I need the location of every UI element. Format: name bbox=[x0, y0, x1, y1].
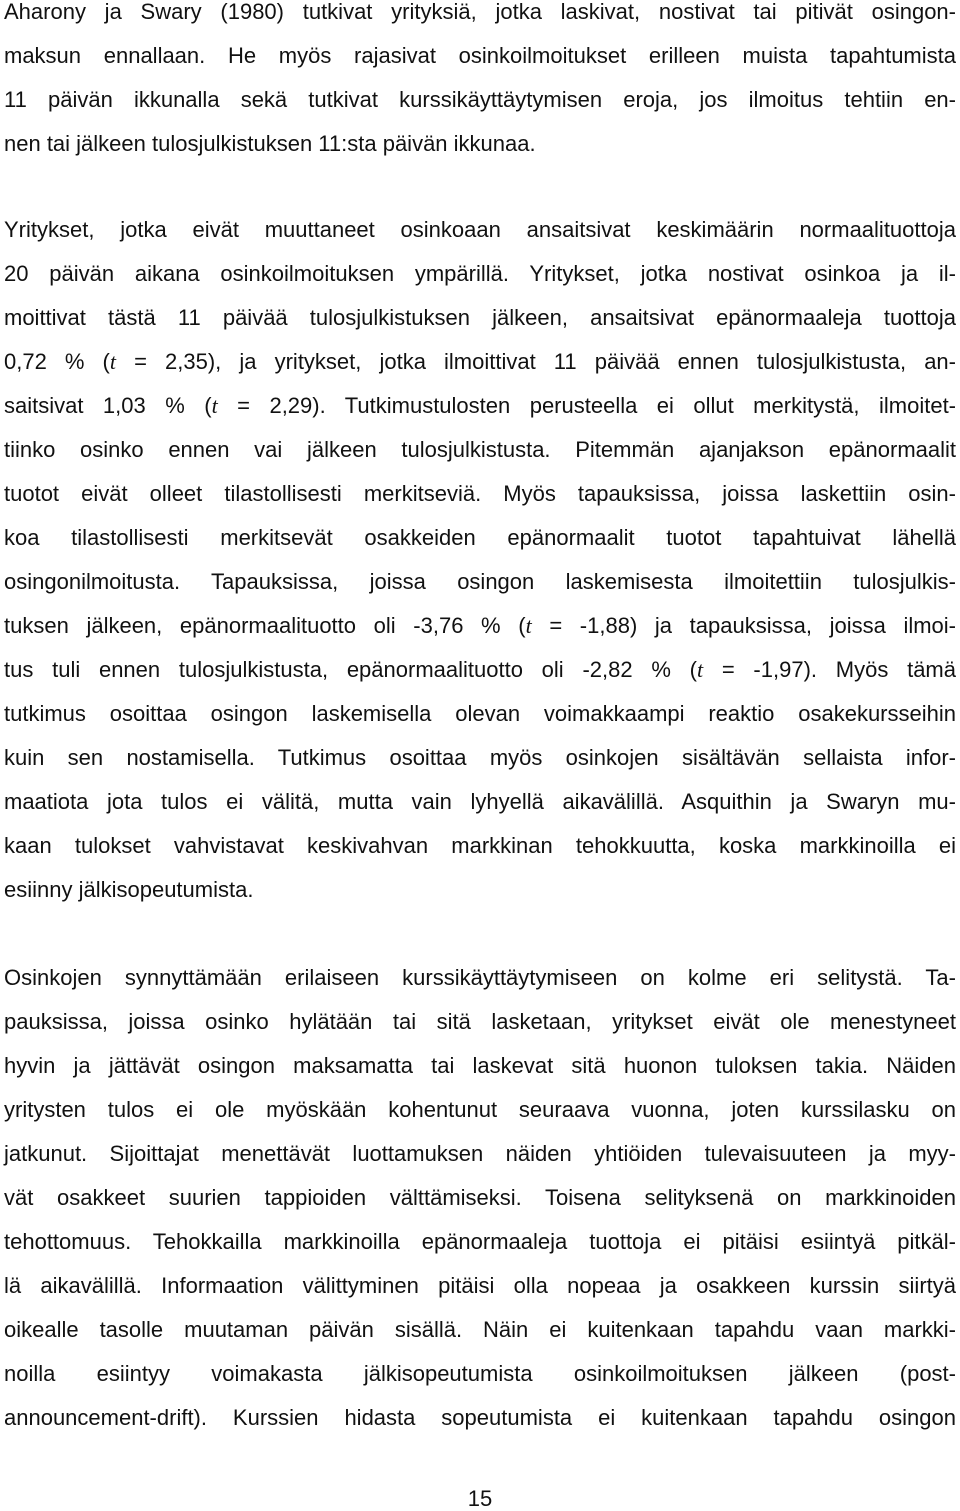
paragraph-line: jatkunut. Sijoittajat menettävät luottamuksen näiden yhtiöiden tulevaisuuteen ja myy- bbox=[4, 1141, 956, 1166]
t-statistic-symbol: t bbox=[525, 613, 532, 638]
paragraph-line: tutkimus osoittaa osingon laskemisella olevan voimakkaampi reaktio osakekursseihin bbox=[4, 701, 956, 726]
t-statistic-symbol: t bbox=[211, 393, 218, 418]
paragraph-line: kuin sen nostamisella. Tutkimus osoittaa myös osinkojen sisältävän sellaista infor- bbox=[4, 745, 956, 770]
paragraph-line: oikealle tasolle muutaman päivän sisällä. Näin ei kuitenkaan tapahdu vaan markki- bbox=[4, 1317, 956, 1342]
paragraph-line: lä aikavälillä. Informaation välittyminen pitäisi olla nopeaa ja osakkeen kurssin siirtyä bbox=[4, 1273, 956, 1298]
paragraph-line: maatiota jota tulos ei välitä, mutta vain lyhyellä aikavälillä. Asquithin ja Swaryn mu- bbox=[4, 789, 956, 814]
t-statistic-symbol: t bbox=[109, 349, 117, 374]
paragraph-line bbox=[4, 395, 956, 417]
paragraph-line: pauksissa, joissa osinko hylätään tai sitä lasketaan, yritykset eivät ole menestyneet bbox=[4, 1009, 956, 1034]
text-run: tuksen jälkeen, epänormaalituotto oli -3,76 % ( bbox=[4, 613, 526, 638]
paragraph-line bbox=[4, 659, 956, 681]
paragraph-line: esiinny jälkisopeutumista. bbox=[4, 877, 254, 902]
text-run: = -1,97). Myös tämä bbox=[703, 657, 956, 682]
paragraph-line: 20 päivän aikana osinkoilmoituksen ympärillä. Yritykset, jotka nostivat osinkoa ja il- bbox=[4, 261, 956, 286]
paragraph-line: tuotot eivät olleet tilastollisesti merkitseviä. Myös tapauksissa, joissa laskettiin osin- bbox=[4, 481, 956, 506]
paragraph-line: osingonilmoitusta. Tapauksissa, joissa osingon laskemisesta ilmoitettiin tulosjulkis- bbox=[4, 569, 956, 594]
text-run: 0,72 % ( bbox=[4, 349, 110, 374]
paragraph-line: Yritykset, jotka eivät muuttaneet osinkoaan ansaitsivat keskimäärin normaalituottoja bbox=[4, 217, 956, 242]
paragraph-line bbox=[4, 351, 956, 373]
paragraph-line: nen tai jälkeen tulosjulkistuksen 11:sta päivän ikkunaa. bbox=[4, 131, 536, 156]
paragraph-line: hyvin ja jättävät osingon maksamatta tai laskevat sitä huonon tuloksen takia. Näiden bbox=[4, 1053, 956, 1078]
paragraph-line: tehottomuus. Tehokkailla markkinoilla epänormaaleja tuottoja ei pitäisi esiintyä pitkäl- bbox=[4, 1229, 956, 1254]
text-run: saitsivat 1,03 % ( bbox=[4, 393, 212, 418]
paragraph-line: 11 päivän ikkunalla sekä tutkivat kurssikäyttäytymisen eroja, jos ilmoitus tehtiin en- bbox=[4, 87, 956, 112]
text-run: = -1,88) ja tapauksissa, joissa ilmoi- bbox=[531, 613, 956, 638]
text-run: tus tuli ennen tulosjulkistusta, epänormaalituotto oli -2,82 % ( bbox=[4, 657, 697, 682]
paragraph-line: moittivat tästä 11 päivää tulosjulkistuksen jälkeen, ansaitsivat epänormaaleja tuottoja bbox=[4, 305, 956, 330]
paragraph-line: noilla esiintyy voimakasta jälkisopeutumista osinkoilmoituksen jälkeen (post- bbox=[4, 1361, 956, 1386]
paragraph-line: koa tilastollisesti merkitsevät osakkeiden epänormaalit tuotot tapahtuivat lähellä bbox=[4, 525, 956, 550]
text-run: = 2,35), ja yritykset, jotka ilmoittivat 11 päivää ennen tulosjulkistusta, an- bbox=[116, 349, 956, 374]
paragraph-line: vät osakkeet suurien tappioiden välttämiseksi. Toisena selityksenä on markkinoiden bbox=[4, 1185, 956, 1210]
page-number: 15 bbox=[467, 1486, 493, 1511]
paragraph-line bbox=[4, 615, 956, 637]
text-run: = 2,29). Tutkimustulosten perusteella ei ollut merkitystä, ilmoitet- bbox=[217, 393, 957, 418]
paragraph-line: maksun ennallaan. He myös rajasivat osinkoilmoitukset erilleen muista tapahtumista bbox=[4, 43, 956, 68]
t-statistic-symbol: t bbox=[696, 657, 704, 682]
paragraph-line: Aharony ja Swary (1980) tutkivat yrityksiä, jotka laskivat, nostivat tai pitivät osingon- bbox=[4, 0, 956, 24]
paragraph-line: Osinkojen synnyttämään erilaiseen kurssikäyttäytymiseen on kolme eri selitystä. Ta- bbox=[4, 965, 956, 990]
paragraph-line: kaan tulokset vahvistavat keskivahvan markkinan tehokkuutta, koska markkinoilla ei bbox=[4, 833, 956, 858]
paragraph-line: tiinko osinko ennen vai jälkeen tulosjulkistusta. Pitemmän ajanjakson epänormaalit bbox=[4, 437, 956, 462]
paragraph-line: yritysten tulos ei ole myöskään kohentunut seuraava vuonna, joten kurssilasku on bbox=[4, 1097, 956, 1122]
paragraph-line: announcement-drift). Kurssien hidasta sopeutumista ei kuitenkaan tapahdu osingon bbox=[4, 1405, 956, 1430]
